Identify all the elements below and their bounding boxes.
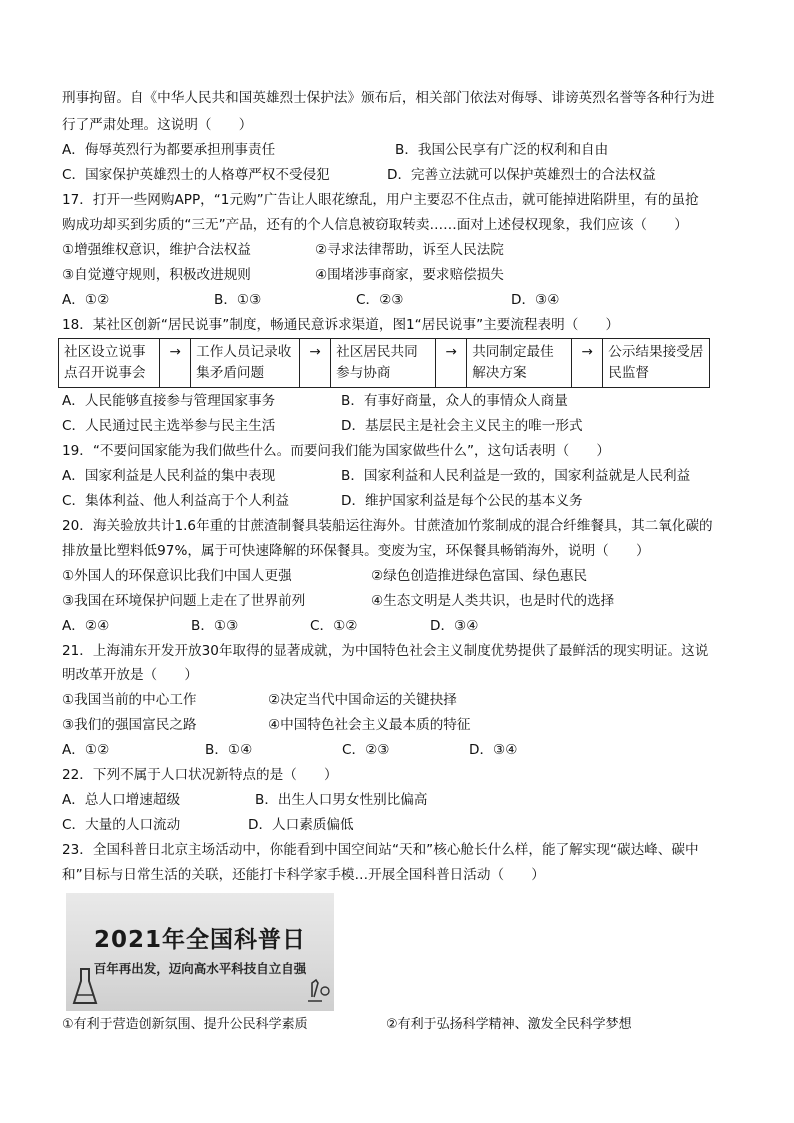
q23-statement-1: ①有利于营造创新氛围、提升公民科学素质 [62, 1017, 308, 1032]
q19-option-b: B．国家利益和人民利益是一致的，国家利益就是人民利益 [341, 468, 691, 484]
q17-statement-1: ①增强维权意识，维护合法权益 [62, 242, 251, 258]
q19-option-c: C．集体利益、他人利益高于个人利益 [62, 493, 289, 509]
q16-option-d: D．完善立法就可以保护英雄烈士的合法权益 [387, 167, 656, 183]
q21-choice-c: C．②③ [342, 742, 390, 758]
q21-choice-d: D．③④ [469, 742, 518, 758]
q20-statement-3: ③我国在环境保护问题上走在了世界前列 [62, 593, 306, 609]
q16-option-a: A．侮辱英烈行为都要承担刑事责任 [62, 142, 276, 158]
question-21-text-line2: 明改革开放是（ ） [62, 667, 198, 683]
flow-step-5: 公示结果接受居民监督 [608, 344, 704, 381]
q20-choice-a: A．②④ [62, 618, 110, 634]
q17-choice-d: D．③④ [511, 292, 560, 308]
q17-choice-b: B．①③ [214, 292, 262, 308]
q22-option-b: B．出生人口男女性别比偏高 [255, 792, 428, 808]
q19-option-d: D．维护国家利益是每个公民的基本义务 [341, 493, 583, 509]
q21-choice-a: A．①② [62, 742, 110, 758]
q22-option-a: A．总人口增速超级 [62, 792, 181, 808]
q20-statement-2: ②绿色创造推进绿色富国、绿色惠民 [371, 568, 588, 584]
q20-statement-4: ④生态文明是人类共识，也是时代的选择 [371, 593, 615, 609]
q16-option-b: B．我国公民享有广泛的权利和自由 [395, 142, 609, 158]
question-20-text-line1: 20．海关验放共计1.6年重的甘蔗渣制餐具装船运往海外。甘蔗渣加竹浆制成的混合纤维餐具，其二氧化碳的 [62, 518, 713, 534]
q16-option-c: C．国家保护英雄烈士的人格尊严权不受侵犯 [62, 167, 330, 183]
question-21-text-line1: 21．上海浦东开发开放30年取得的显著成就，为中国特色社会主义制度优势提供了最鲜活的现实明证。这说 [62, 643, 709, 659]
flow-arrow: → [300, 339, 331, 387]
q18-option-c: C．人民通过民主选举参与民主生活 [62, 418, 276, 434]
question-19-text: 19．“不要问国家能为我们做些什么。而要问我们能为国家做些什么”，这句话表明（ ） [62, 443, 610, 459]
flow-table [58, 338, 710, 388]
q21-statement-2: ②决定当代中国命运的关键抉择 [268, 692, 457, 708]
q20-choice-b: B．①③ [191, 618, 239, 634]
q17-choice-a: A．①② [62, 292, 110, 308]
question-23-text-line1: 23．全国科普日北京主场活动中，你能看到中国空间站“天和”核心舱长什么样，能了解实现“碳达峰、碳中 [62, 842, 699, 858]
q21-choice-b: B．①④ [205, 742, 253, 758]
flask-icon [72, 967, 98, 1007]
q23-statement-2: ②有利于弘扬科学精神、激发全民科学梦想 [386, 1017, 632, 1032]
question-20-text-line2: 排放量比塑料低97%，属于可快速降解的环保餐具。变废为宝，环保餐具畅销海外，说明（ ） [62, 543, 650, 559]
q20-statement-1: ①外国人的环保意识比我们中国人更强 [62, 568, 292, 584]
q17-statement-2: ②寻求法律帮助，诉至人民法院 [315, 242, 504, 258]
q20-choice-d: D．③④ [430, 618, 479, 634]
q18-option-b: B．有事好商量，众人的事情众人商量 [341, 393, 568, 409]
question-18-text: 18．某社区创新“居民说事”制度，畅通民意诉求渠道，图1“居民说事”主要流程表明（ ） [62, 317, 620, 333]
q22-option-c: C．大量的人口流动 [62, 817, 181, 833]
question-17-text-line2: 购成功却买到劣质的“三无”产品，还有的个人信息被窃取转卖……面对上述侵权现象，我们应该（ ） [62, 217, 688, 233]
q21-statement-3: ③我们的强国富民之路 [62, 717, 197, 733]
microscope-icon [300, 977, 330, 1005]
q17-choice-c: C．②③ [356, 292, 404, 308]
q21-statement-1: ①我国当前的中心工作 [62, 692, 197, 708]
science-day-title: 2021年全国科普日 [93, 927, 306, 953]
flow-step-3: 社区居民共同参与协商 [331, 339, 436, 387]
question-16-text-line2: 行了严肃处理。这说明（ ） [62, 117, 253, 133]
flow-arrow: → [572, 339, 603, 387]
q17-statement-3: ③自觉遵守规则，积极改进规则 [62, 267, 251, 283]
science-day-slogan: 百年再出发，迈向高水平科技自立自强 [93, 961, 307, 976]
flow-step-2: 工作人员记录收集矛盾问题 [191, 339, 300, 387]
question-22-text: 22．下列不属于人口状况新特点的是（ ） [62, 767, 338, 783]
q19-option-a: A．国家利益是人民利益的集中表现 [62, 468, 276, 484]
q18-option-a: A．人民能够直接参与管理国家事务 [62, 393, 276, 409]
question-16-text-line1: 刑事拘留。自《中华人民共和国英雄烈士保护法》颁布后，相关部门依法对侮辱、诽谤英烈名誉等各种行为进 [62, 90, 715, 106]
q17-statement-4: ④围堵涉事商家，要求赔偿损失 [315, 267, 504, 283]
q18-option-d: D．基层民主是社会主义民主的唯一形式 [341, 418, 583, 434]
question-17-text-line1: 17．打开一些网购APP，“1元购”广告让人眼花缭乱，用户主要忍不住点击，就可能掉进陷阱里，有的虽抢 [62, 192, 699, 208]
q22-option-d: D．人口素质偏低 [248, 817, 354, 833]
science-day-image [66, 893, 334, 1011]
flow-step-1: 社区设立说事点召开说事会 [59, 339, 160, 387]
q21-statement-4: ④中国特色社会主义最本质的特征 [268, 717, 471, 733]
flow-arrow: → [160, 339, 191, 387]
flow-step-4: 共同制定最佳解决方案 [467, 339, 572, 387]
question-23-text-line2: 和”目标与日常生活的关联，还能打卡科学家手模…开展全国科普日活动（ ） [62, 867, 545, 883]
flow-arrow: → [436, 339, 467, 387]
q20-choice-c: C．①② [310, 618, 358, 634]
